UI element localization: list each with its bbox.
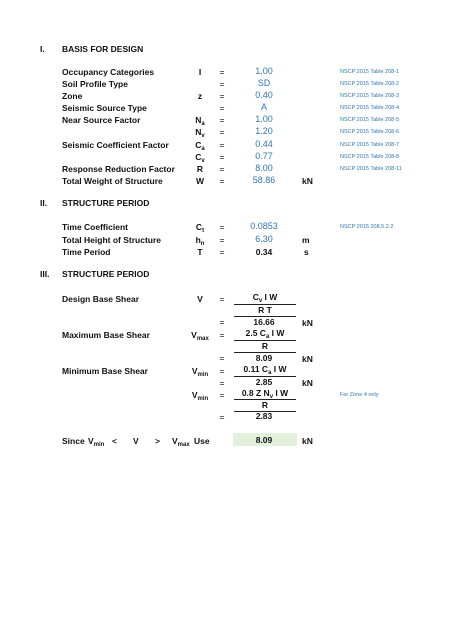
soil-reference: NSCP 2015 Table 208-2 <box>340 81 400 87</box>
v-symbol: V <box>133 436 139 446</box>
w-unit: kN <box>302 176 313 186</box>
equals-sign: = <box>219 378 225 388</box>
ct-symbol: $C_t$ <box>195 222 205 234</box>
occupancy-reference: NSCP 2015 Table 208-1 <box>340 69 400 75</box>
equals-sign: = <box>219 330 225 340</box>
equals-sign: = <box>219 91 225 101</box>
equals-sign: = <box>219 103 225 113</box>
max-shear-unit: kN <box>302 354 313 364</box>
less-than-sign: < <box>112 436 117 446</box>
t-symbol: T <box>197 247 203 257</box>
equals-sign: = <box>219 366 225 376</box>
coefficient-label: Seismic Coefficient Factor <box>62 140 169 150</box>
nv-reference: NSCP 2015 Table 208-6 <box>340 129 400 135</box>
cv-symbol: $C_v$ <box>195 152 205 164</box>
min-shear-label: Minimum Base Shear <box>62 366 148 376</box>
time-coef-label: Time Coefficient <box>62 222 128 232</box>
equals-sign: = <box>219 140 225 150</box>
hn-symbol: $h_n$ <box>195 235 205 247</box>
vmin-symbol: $V_{min}$ <box>88 436 105 448</box>
cv-value: 0.77 <box>255 151 273 161</box>
max-shear-label: Maximum Base Shear <box>62 330 150 340</box>
equals-sign: = <box>219 412 225 422</box>
t-value: 0.34 <box>255 247 273 257</box>
use-word: Use <box>194 436 210 446</box>
design-shear-numerator: $C_v$ I W <box>252 292 278 304</box>
ct-value: 0.0853 <box>250 221 278 231</box>
zone4-shear-denominator: R <box>261 400 269 410</box>
ca-value: 0.44 <box>255 139 273 149</box>
hn-unit: m <box>302 235 310 245</box>
equals-sign: = <box>219 317 225 327</box>
greater-than-sign: > <box>155 436 160 446</box>
vmin-symbol: $V_{min}$ <box>191 366 209 378</box>
source-value: A <box>260 102 267 112</box>
height-label: Total Height of Structure <box>62 235 162 245</box>
equals-sign: = <box>219 164 225 174</box>
equals-sign: = <box>219 79 225 89</box>
equals-sign: = <box>219 390 225 400</box>
max-shear-numerator: 2.5 $C_a$ I W <box>245 328 285 340</box>
design-shear-unit: kN <box>302 318 313 328</box>
min-shear-expression: 0.11 $C_a$ I W <box>243 364 287 376</box>
ca-reference: NSCP 2015 Table 208-7 <box>340 142 400 148</box>
ca-symbol: $C_a$ <box>195 140 205 152</box>
occupancy-value: 1.00 <box>255 66 273 76</box>
zone-symbol: z <box>197 91 203 101</box>
equals-sign: = <box>219 67 225 77</box>
nv-symbol: $N_v$ <box>195 127 205 139</box>
near-source-label: Near Source Factor <box>62 115 141 125</box>
design-shear-denominator: R T <box>258 305 272 315</box>
since-word: Since <box>62 436 85 446</box>
v-symbol: V <box>197 294 203 304</box>
r-reference: NSCP 2015 Table 208-11 <box>340 166 402 172</box>
nv-value: 1.20 <box>255 126 273 136</box>
na-reference: NSCP 2015 Table 208-5 <box>340 117 400 123</box>
design-shear-label: Design Base Shear <box>62 294 140 304</box>
soil-label: Soil Profile Type <box>62 79 128 89</box>
cv-reference: NSCP 2015 Table 208-8 <box>340 154 400 160</box>
na-symbol: $N_a$ <box>195 115 205 127</box>
occupancy-symbol: I <box>198 67 202 77</box>
section-title: STRUCTURE PERIOD <box>62 198 150 208</box>
weight-label: Total Weight of Structure <box>62 176 163 186</box>
section-title: BASIS FOR DESIGN <box>62 44 144 54</box>
zone-label: Zone <box>62 91 83 101</box>
equals-sign: = <box>219 222 225 232</box>
max-shear-denominator: R <box>261 341 269 351</box>
min-shear-value: 2.85 <box>255 377 273 387</box>
equals-sign: = <box>219 127 225 137</box>
source-label: Seismic Source Type <box>62 103 147 113</box>
r-value: 8.00 <box>255 163 273 173</box>
w-value: 58.86 <box>252 175 276 185</box>
zone-value: 0.40 <box>255 90 273 100</box>
max-shear-value: 8.09 <box>255 353 273 363</box>
final-shear-unit: kN <box>302 436 313 446</box>
equals-sign: = <box>219 152 225 162</box>
hn-value: 6.30 <box>255 234 273 244</box>
vmin-symbol: $V_{min}$ <box>191 390 209 402</box>
soil-value: SD <box>257 78 271 88</box>
section-number: II. <box>40 198 48 208</box>
section-title: STRUCTURE PERIOD <box>62 269 150 279</box>
source-reference: NSCP 2015 Table 208-4 <box>340 105 400 111</box>
final-shear-value: 8.09 <box>255 435 273 445</box>
equals-sign: = <box>219 247 225 257</box>
vmax-symbol: $V_{max}$ <box>172 436 190 448</box>
section-number: III. <box>40 269 50 279</box>
response-label: Response Reduction Factor <box>62 164 175 174</box>
occupancy-label: Occupancy Categories <box>62 67 155 77</box>
period-label: Time Period <box>62 247 111 257</box>
t-unit: s <box>304 247 309 257</box>
equals-sign: = <box>219 294 225 304</box>
zone4-note: For Zone 4 only <box>340 392 379 398</box>
w-symbol: W <box>195 176 205 186</box>
equals-sign: = <box>219 115 225 125</box>
vmax-symbol: $V_{max}$ <box>191 330 209 342</box>
min-shear-unit: kN <box>302 378 313 388</box>
zone4-shear-value: 2.83 <box>255 411 273 421</box>
design-shear-value: 16.66 <box>253 317 275 327</box>
ct-reference: NSCP 2015 208.5.2.2 <box>340 224 394 230</box>
r-symbol: R <box>196 164 204 174</box>
section-number: I. <box>40 44 45 54</box>
equals-sign: = <box>219 176 225 186</box>
equals-sign: = <box>219 353 225 363</box>
zone4-shear-numerator: 0.8 Z $N_v$ I W <box>241 388 289 400</box>
na-value: 1.00 <box>255 114 273 124</box>
equals-sign: = <box>219 235 225 245</box>
zone-reference: NSCP 2015 Table 208-3 <box>340 93 400 99</box>
